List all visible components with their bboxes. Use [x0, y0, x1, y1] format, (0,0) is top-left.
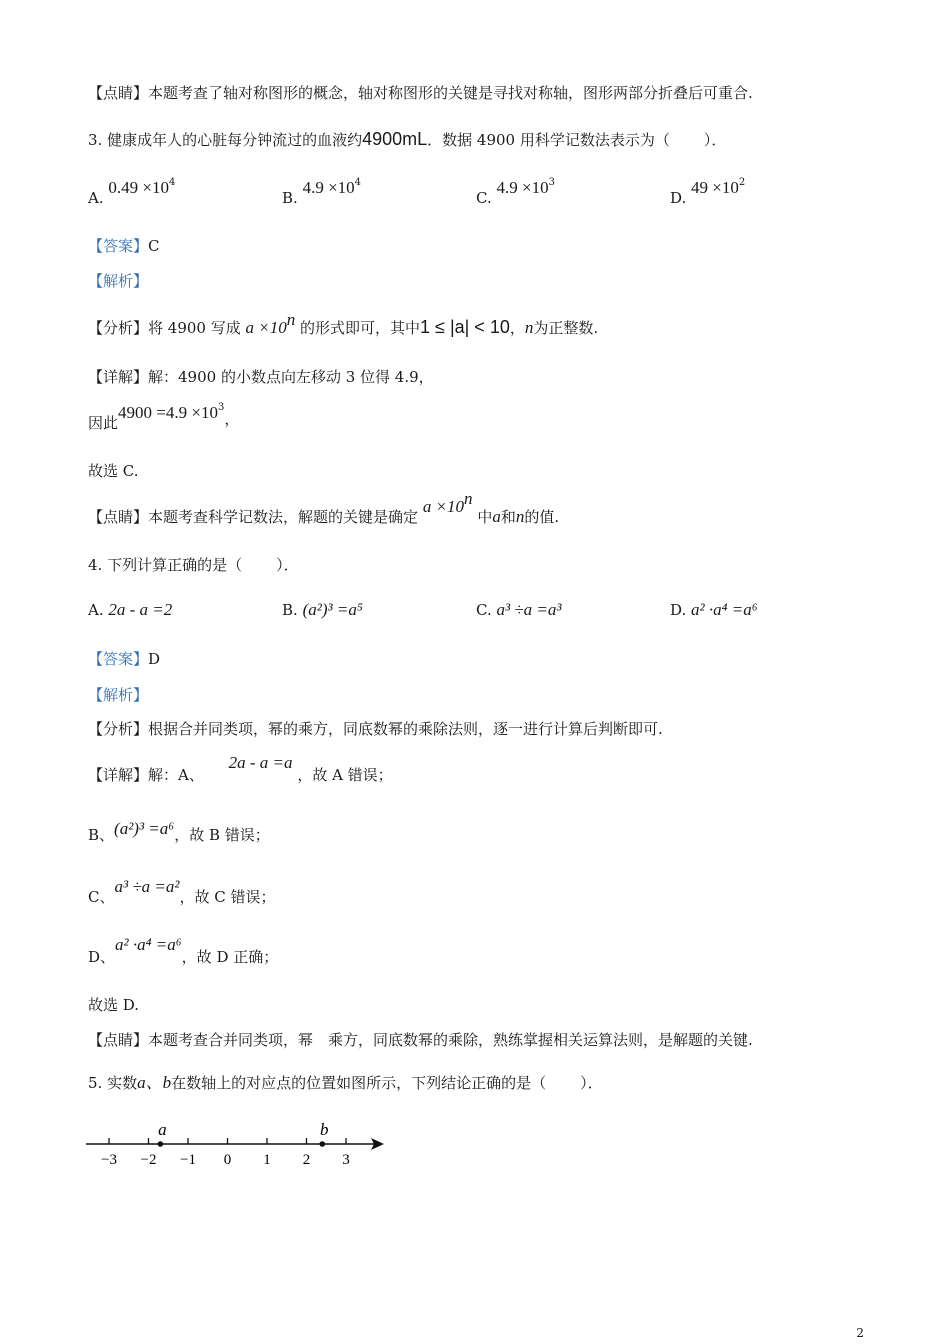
tick-label: 0: [223, 1152, 232, 1168]
q4-dianjing: 【点睛】本题考查合并同类项，幂 乘方，同底数幂的乘除，熟练掌握相关运算法则，是解题的关键.: [88, 1031, 753, 1049]
q4-jiexi: 【解析】: [88, 686, 149, 704]
q3-jiexi: 【解析】: [88, 272, 149, 290]
q4-xiangjie-c: C、a³ ÷a =a²，故 C 错误；: [88, 877, 276, 906]
point-a: [158, 1141, 164, 1147]
question-3-stem: 3. 健康成年人的心脏每分钟流过的血液约4900mL．数据 4900 用科学记数法表示为（ ）．: [88, 129, 727, 149]
point-a-label: a: [158, 1120, 167, 1139]
q4-answer: 【答案】D: [88, 650, 161, 668]
tick-label: 2: [302, 1152, 311, 1168]
q3-fenxi: 【分析】将 4900 写成 $a \times 10^n$ 的形式即可，其中1 ≤ |a| < 10，n为正整数.: [88, 310, 599, 337]
point-b: [320, 1141, 326, 1147]
q3-guxuan: 故选 C.: [88, 462, 139, 480]
q3-xiangjie: 【详解】解：4900 的小数点向左移动 3 位得 4.9，: [88, 368, 434, 386]
q3-option-c: C. $4.9 \times 10^3$: [476, 177, 555, 207]
q4-xiangjie-d: D、a² ·a⁴ =a⁶，故 D 正确；: [88, 935, 279, 966]
question-5-stem: 5. 实数a、b在数轴上的对应点的位置如图所示，下列结论正确的是（ ）．: [88, 1073, 603, 1092]
number-line-figure: [82, 1116, 392, 1172]
tick-label: 3: [342, 1152, 350, 1168]
q4-xiangjie-b: B、(a²)³ =a⁶，故 B 错误；: [88, 819, 270, 844]
dianjing-text: 本题考查了轴对称图形的概念，轴对称图形的关键是寻找对称轴，图形两部分折叠后可重合.: [148, 84, 753, 102]
q4-option-c: C. a³ ÷a =a³: [476, 600, 562, 619]
q3-option-b: B. $4.9 \times 10^4$: [282, 177, 362, 207]
q3-yinci: 因此$4900 =4.9 \times 10^3$，: [88, 402, 240, 432]
q4-guxuan: 故选 D.: [88, 996, 140, 1014]
q4-option-a: A. 2a - a =2: [88, 600, 173, 619]
tick-label: 1: [263, 1152, 271, 1168]
q4-fenxi: 【分析】根据合并同类项，幂的乘方，同底数幂的乘除法则，逐一进行计算后判断即可.: [88, 720, 663, 738]
q4-option-d: D. a² ·a⁴ =a⁶: [670, 600, 758, 619]
question-4-stem: 4. 下列计算正确的是（ ）．: [88, 556, 299, 574]
q3-answer: 【答案】C: [88, 237, 160, 255]
tick-label: −2: [140, 1152, 157, 1168]
blood-volume-math: 4900mL: [362, 129, 428, 149]
q4-xiangjie-a: 【详解】解：A、 2a - a =a ，故 A 错误；: [88, 753, 393, 784]
tick-label: −1: [180, 1152, 196, 1168]
point-b-label: b: [320, 1120, 329, 1139]
dianjing-tag: 【点睛】: [88, 84, 149, 102]
q4-option-b: B. (a²)³ =a⁵: [282, 600, 363, 619]
tick-label: −3: [101, 1152, 117, 1168]
page-number: 2: [856, 1326, 864, 1340]
q3-option-d: D. $49 \times 10^2$: [670, 177, 746, 207]
dianjing-line-1: [88, 82, 753, 104]
q3-dianjing: 【点睛】本题考查科学记数法，解题的关键是确定 $a \times 10^n$ 中a和n的值.: [88, 489, 560, 526]
q3-option-a: A. $0.49 \times 10^4$: [88, 177, 176, 207]
